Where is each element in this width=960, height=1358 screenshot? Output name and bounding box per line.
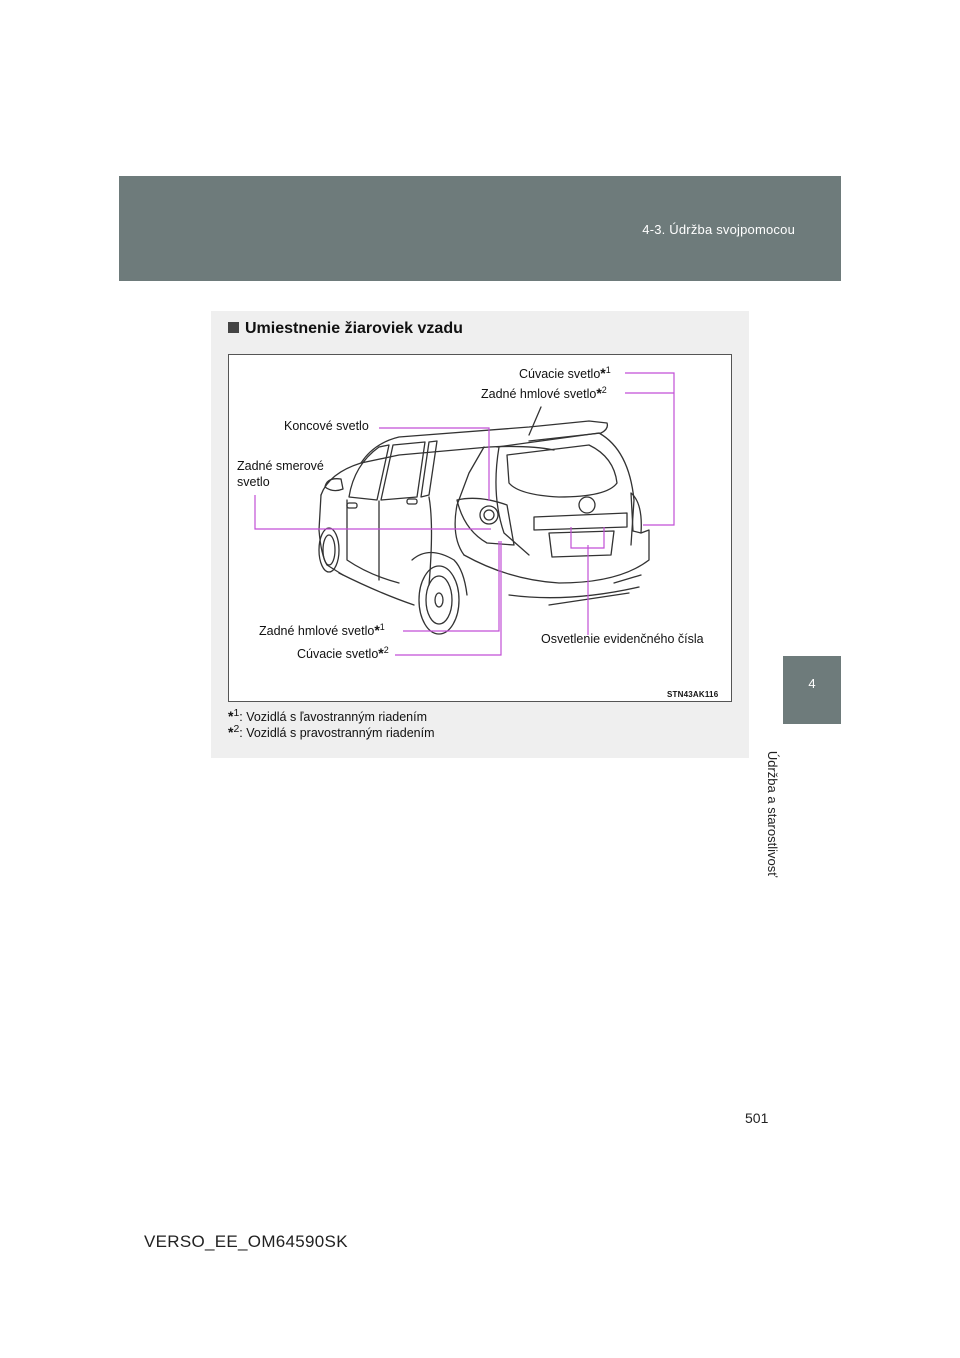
section-title: Umiestnenie žiaroviek vzadu <box>228 320 463 338</box>
label-reverse-light-2: Cúvacie svetlo*$^2$ <box>297 645 389 662</box>
figure-code: STN43AK116 <box>667 690 719 699</box>
chapter-header <box>119 176 841 281</box>
label-rear-turn: Zadné smerové <box>237 459 324 473</box>
footnote-1: *$^1$: Vozidlá s ľavostranným riadením <box>228 708 428 725</box>
label-license-plate-light: Osvetlenie evidenčného čísla <box>541 632 704 646</box>
label-reverse-light-1: Cúvacie svetlo*$^1$ <box>519 365 611 382</box>
label-rear-fog-2: Zadné hmlové svetlo*$^2$ <box>481 385 607 402</box>
label-rear-turn-2: svetlo <box>237 475 270 489</box>
side-tab-label: Údržba a starostlivosť <box>765 750 780 878</box>
label-rear-fog-1: Zadné hmlové svetlo*$^1$ <box>259 622 385 639</box>
document-code: VERSO_EE_OM64590SK <box>144 1232 348 1251</box>
header-section-title: 4-3. Údržba svojpomocou <box>642 222 795 237</box>
side-tab-label-box <box>765 724 841 904</box>
label-tail-light: Koncové svetlo <box>284 419 369 433</box>
footnote-2: *$^2$: Vozidlá s pravostranným riadením <box>228 724 435 741</box>
rear-bulbs-figure <box>228 354 732 702</box>
side-tab-number: 4 <box>783 656 841 724</box>
square-bullet-icon <box>228 322 239 333</box>
page-number: 501 <box>745 1110 769 1126</box>
